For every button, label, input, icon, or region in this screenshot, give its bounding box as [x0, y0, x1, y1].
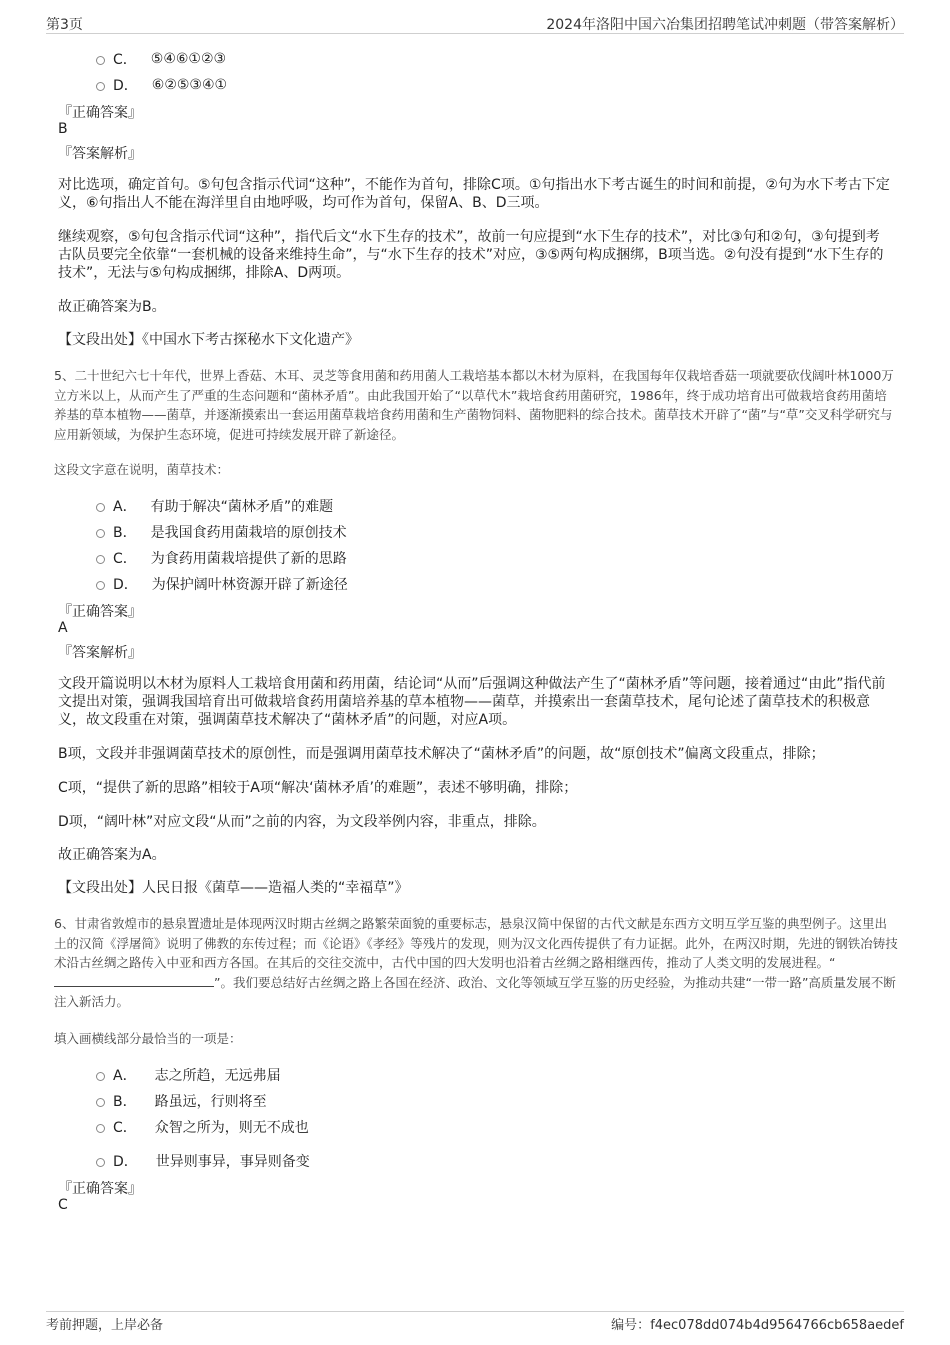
- radio-icon[interactable]: [96, 581, 105, 590]
- radio-icon[interactable]: [96, 555, 105, 564]
- q5-answer-label: 『正确答案』: [58, 604, 142, 620]
- q4-conclusion: 故正确答案为B。: [58, 299, 166, 315]
- q5-answer: A: [58, 620, 68, 636]
- option-letter: A．: [113, 1068, 137, 1084]
- option-text: 路虽远，行则将至: [154, 1094, 267, 1110]
- q5-conclusion: 故正确答案为A。: [58, 847, 166, 863]
- q4-answer: B: [58, 121, 68, 137]
- code-label: 编号：: [611, 1318, 651, 1333]
- option-letter: D．: [113, 577, 138, 593]
- q5-option-d[interactable]: [96, 574, 348, 594]
- option-letter: B．: [113, 1094, 137, 1110]
- q5-analysis-label: 『答案解析』: [58, 645, 142, 661]
- q5-analysis-paragraph: C项，“提供了新的思路”相较于A项“解决‘菌林矛盾’的难题”，表述不够明确，排除；: [58, 780, 578, 796]
- q5-option-a[interactable]: [96, 496, 333, 516]
- option-text: 众智之所为，则无不成也: [154, 1120, 309, 1136]
- option-text: 有助于解决“菌林矛盾”的难题: [150, 499, 334, 515]
- option-letter: C．: [113, 52, 137, 68]
- q6-stem: [54, 914, 899, 1012]
- header-divider: [46, 33, 904, 34]
- option-text: 为保护阔叶林资源开辟了新途径: [151, 577, 348, 593]
- q6-option-d[interactable]: [96, 1151, 310, 1171]
- q4-option-c[interactable]: [96, 49, 226, 69]
- option-text: 是我国食药用菌栽培的原创技术: [150, 525, 347, 541]
- option-letter: A．: [113, 499, 137, 515]
- q6-prompt: 填入画横线部分最恰当的一项是：: [54, 1031, 242, 1046]
- option-text: ⑤④⑥①②③: [150, 51, 227, 67]
- q4-answer-label: 『正确答案』: [58, 105, 142, 121]
- radio-icon[interactable]: [96, 529, 105, 538]
- q6-option-c[interactable]: [96, 1117, 309, 1137]
- q4-analysis-paragraph: 对比选项，确定首句。⑤句包含指示代词“这种”，不能作为首句，排除C项。①句指出水下考古诞生的时间和前提，②句为水下考古下定义，⑥句指出人不能在海洋里自由地呼吸，均可作为首句，保留A、B、D三项。: [58, 177, 890, 211]
- q5-analysis-paragraph: 文段开篇说明以木材为原料人工栽培食用菌和药用菌，结论词“从而”后强调这种做法产生了“菌林矛盾”等问题，接着通过“由此”指代前文提出对策，强调我国培育出可做栽培食药用菌培养基的草本植物——菌草，并摸索出一套菌草技术，尾句论述了菌草技术的积极意义，故文段重在对策，强调菌草技术解决了“菌林矛盾”的问题，对应A项。: [58, 676, 886, 728]
- q5-stem: 5、二十世纪六七十年代，世界上香菇、木耳、灵芝等食用菌和药用菌人工栽培基本都以木材为原料，在我国每年仅栽培香菇一项就要砍伐阔叶林1000万立方米以上，从而产生了严重的生态问题和“菌林矛盾”。由此我国开始了“以草代木”栽培食药用菌研究，1986年，终于成功培育出可做栽培食药用菌培养基的草本植物——菌草，并逐渐摸索出一套运用菌草栽培食药用菌和生产菌物饲料、菌物肥料的综合技术。菌草技术开辟了“菌”与“草”交叉科学研究与应用新领域，为保护生态环境，促进可持续发展开辟了新途径。: [54, 368, 894, 442]
- q5-prompt: 这段文字意在说明，菌草技术：: [54, 462, 230, 477]
- code-value: f4ec078dd074b4d9564766cb658aedef: [650, 1318, 904, 1333]
- document-title: 2024年洛阳中国六冶集团招聘笔试冲刺题（带答案解析）: [546, 17, 904, 33]
- q5-option-b[interactable]: [96, 522, 347, 542]
- option-text: 世异则事异，事异则备变: [155, 1154, 310, 1170]
- option-text: ⑥②⑤③④①: [151, 77, 228, 93]
- option-text: 志之所趋，无远弗届: [154, 1068, 281, 1084]
- q5-option-c[interactable]: [96, 548, 347, 568]
- option-letter: B．: [113, 525, 137, 541]
- radio-icon[interactable]: [96, 1158, 105, 1167]
- option-letter: C．: [113, 1120, 137, 1136]
- fill-blank: [54, 974, 214, 987]
- page-number: 第3页: [46, 17, 83, 33]
- radio-icon[interactable]: [96, 1124, 105, 1133]
- footer-slogan: 考前押题，上岸必备: [46, 1318, 164, 1333]
- q6-option-a[interactable]: [96, 1065, 281, 1085]
- q5-source: 【文段出处】人民日报《菌草——造福人类的“幸福草”》: [58, 880, 409, 896]
- radio-icon[interactable]: [96, 503, 105, 512]
- q4-analysis-label: 『答案解析』: [58, 146, 142, 162]
- option-letter: D．: [113, 1154, 138, 1170]
- option-letter: C．: [113, 551, 137, 567]
- radio-icon[interactable]: [96, 82, 105, 91]
- document-code: [611, 1314, 904, 1333]
- q5-analysis-paragraph: B项，文段并非强调菌草技术的原创性，而是强调用菌草技术解决了“菌林矛盾”的问题，故“原创技术”偏离文段重点，排除；: [58, 746, 825, 762]
- radio-icon[interactable]: [96, 56, 105, 65]
- q6-stem-after: ”。我们要总结好古丝绸之路上各国在经济、政治、文化等领域互学互鉴的历史经验，为推动共建“一带一路”高质量发展不断注入新活力。: [54, 974, 896, 1009]
- radio-icon[interactable]: [96, 1098, 105, 1107]
- q6-answer-label: 『正确答案』: [58, 1181, 142, 1197]
- q5-analysis-paragraph: D项，“阔叶林”对应文段“从而”之前的内容，为文段举例内容，非重点，排除。: [58, 814, 546, 830]
- q4-analysis-paragraph: 继续观察，⑤句包含指示代词“这种”，指代后文“水下生存的技术”，故前一句应提到“水下生存的技术”，对比③句和②句，③句提到考古队员要完全依靠“一套机械的设备来维持生命”，与“水下生存的技术”对应，③⑤两句构成捆绑，B项当选。②句没有提到“水下生存的技术”，无法与⑤句构成捆绑，排除A、D两项。: [58, 229, 884, 281]
- q6-option-b[interactable]: [96, 1091, 267, 1111]
- q6-answer: C: [58, 1197, 68, 1213]
- option-text: 为食药用菌栽培提供了新的思路: [150, 551, 347, 567]
- q4-option-d[interactable]: [96, 75, 227, 95]
- q6-stem-before: 6、甘肃省敦煌市的悬泉置遗址是体现两汉时期古丝绸之路繁荣面貌的重要标志，悬泉汉简中保留的古代文献是东西方文明互学互鉴的典型例子。这里出土的汉简《浮屠简》说明了佛教的东传过程；而《论语》《孝经》等残片的发现，则为汉文化西传提供了有力证据。此外，在两汉时期，先进的钢铁冶铸技术沿古丝绸之路传入中亚和西方各国。在其后的交往交流中，古代中国的四大发明也沿着古丝绸之路相继西传，推动了人类文明的发展进程。“: [54, 916, 898, 970]
- option-letter: D．: [113, 78, 138, 94]
- footer-divider: [46, 1311, 904, 1312]
- radio-icon[interactable]: [96, 1072, 105, 1081]
- q4-source: 【文段出处】《中国水下考古探秘水下文化遗产》: [58, 332, 359, 348]
